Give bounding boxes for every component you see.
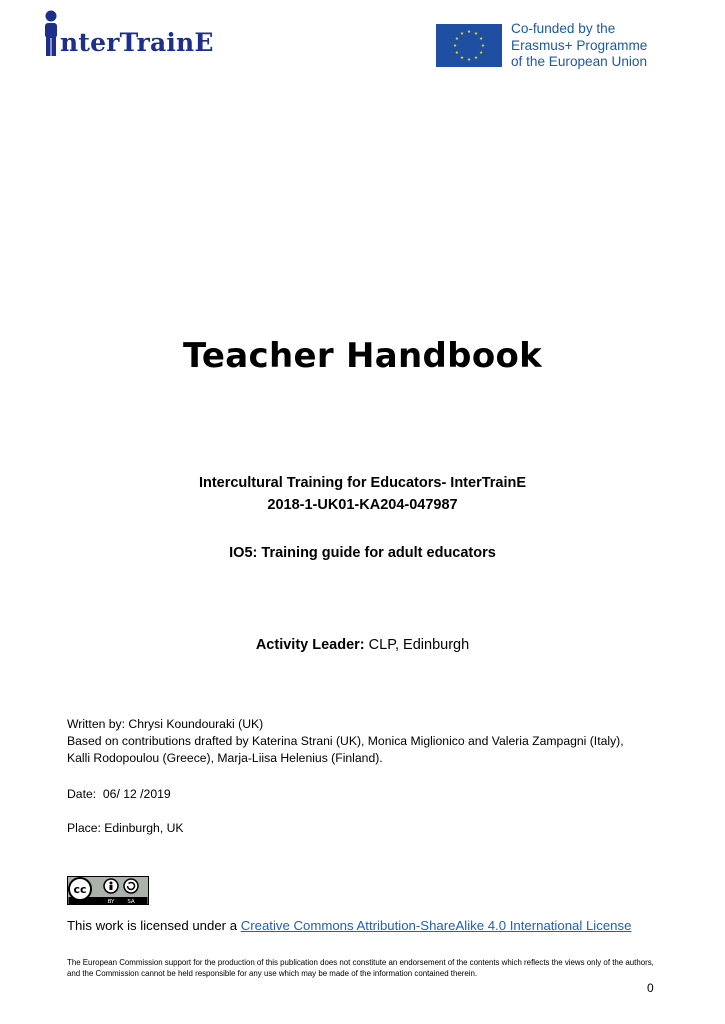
project-code: 2018-1-UK01-KA204-047987 — [267, 497, 458, 513]
contributions-line-1: Based on contributions drafted by Katerina Strani (UK), Monica Miglionico and Valeria Zampagni (Italy), — [67, 734, 624, 748]
license-prefix: This work is licensed under a — [67, 918, 241, 933]
cc-by-sa-badge-icon[interactable] — [67, 876, 149, 905]
activity-leader-label: Activity Leader: — [255, 637, 365, 653]
place-line: Place: Edinburgh, UK — [67, 821, 184, 835]
project-name: Intercultural Training for Educators- InterTrainE — [198, 475, 527, 491]
eu-line-1: Co-funded by the — [511, 21, 616, 36]
eu-flag-icon — [436, 24, 502, 67]
document-title: Teacher Handbook — [182, 336, 543, 376]
cc-by-label: BY — [107, 899, 115, 905]
output-title: IO5: Training guide for adult educators — [229, 545, 496, 561]
contributions-line-2: Kalli Rodopoulou (Greece), Marja-Liisa Helenius (Finland). — [67, 751, 383, 765]
page-number: 0 — [647, 981, 654, 995]
eu-cofunded-text — [511, 21, 647, 71]
svg-text:cc: cc — [73, 883, 87, 896]
activity-leader — [0, 637, 725, 653]
license-link[interactable]: Creative Commons Attribution-ShareAlike 4.0 International License — [240, 918, 632, 933]
ec-disclaimer: The European Commission support for the production of this publication does not constitute an endorsement of the contents which reflects the views only of the authors, and the Commission cannot be held responsible for any use which may be made of the information contained therein. — [67, 958, 654, 978]
intertraine-logo — [40, 8, 240, 60]
logo-wordmark: nterTrainE — [60, 28, 214, 57]
credits-block — [67, 716, 624, 767]
eu-line-2: Erasmus+ Programme — [511, 37, 648, 53]
cc-sa-label: SA — [127, 899, 135, 905]
written-by: Written by: Chrysi Koundouraki (UK) — [67, 717, 264, 731]
activity-leader-value: CLP, Edinburgh — [364, 637, 470, 653]
license-line — [67, 918, 631, 933]
eu-line-3: of the European Union — [511, 54, 648, 69]
date-line: Date: 06/ 12 /2019 — [67, 787, 171, 801]
